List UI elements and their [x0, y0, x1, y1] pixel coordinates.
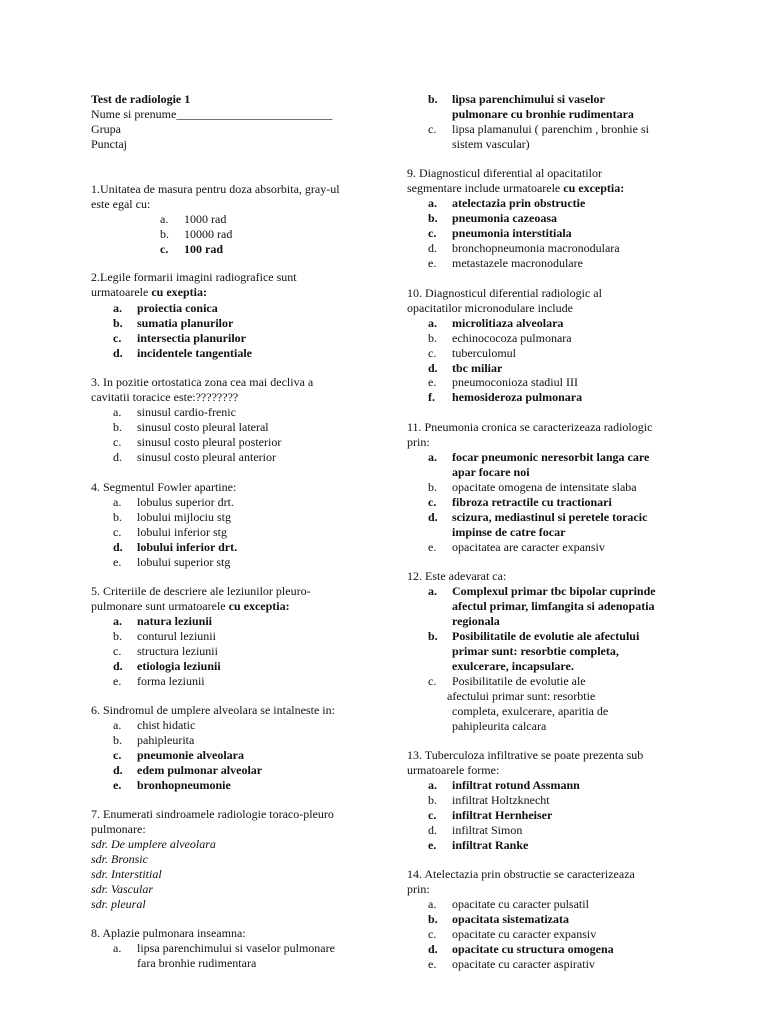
answer-option — [428, 211, 557, 226]
answer-option — [428, 226, 572, 241]
answer-option — [428, 375, 578, 390]
answer-option — [428, 957, 595, 972]
option-marker: b. — [113, 316, 123, 330]
line-text: 13. Tuberculoza infiltrative se poate prezenta sub — [407, 748, 644, 762]
line-text: opacitate cu caracter aspirativ — [452, 957, 595, 971]
option-marker: a. — [428, 778, 437, 792]
option-marker: a. — [113, 301, 122, 315]
option-marker: d. — [113, 763, 123, 777]
line-text: afectului primar sunt: resorbtie — [447, 689, 596, 703]
line-text: opacitate omogena de intensitate slaba — [452, 480, 637, 494]
answer-option — [113, 420, 269, 435]
option-marker: d. — [428, 241, 437, 255]
line-text: etiologia leziunii — [137, 659, 221, 673]
option-marker: d. — [428, 361, 438, 375]
option-marker: c. — [160, 242, 169, 256]
line-text: sdr. Bronsic — [91, 852, 148, 866]
text-line — [91, 897, 146, 912]
option-marker: e. — [428, 957, 437, 971]
line-text: tbc miliar — [452, 361, 503, 375]
option-marker: e. — [113, 555, 122, 569]
line-text: 3. In pozitie ortostatica zona cea mai decliva a — [91, 375, 314, 389]
option-marker: b. — [428, 211, 438, 225]
answer-option — [160, 212, 226, 227]
text-line — [452, 465, 530, 480]
text-line — [91, 926, 246, 941]
answer-option — [113, 763, 262, 778]
option-marker: b. — [428, 331, 437, 345]
line-text: Complexul primar tbc bipolar cuprinde — [452, 584, 656, 598]
answer-option — [428, 241, 620, 256]
answer-option — [428, 793, 550, 808]
text-line — [91, 837, 216, 852]
option-marker: e. — [113, 778, 122, 792]
answer-option — [428, 256, 583, 271]
line-text: 1.Unitatea de masura pentru doza absorbita, gray-ul — [91, 182, 340, 196]
option-marker: a. — [428, 316, 437, 330]
answer-option — [428, 495, 612, 510]
answer-option — [428, 942, 614, 957]
answer-option — [113, 510, 231, 525]
answer-option — [113, 659, 221, 674]
answer-option — [113, 346, 252, 361]
option-marker: c. — [428, 226, 437, 240]
line-text: sistem vascular) — [452, 137, 530, 151]
line-text: sdr. De umplere alveolara — [91, 837, 216, 851]
line-text: sinusul costo pleural anterior — [137, 450, 276, 464]
option-marker: c. — [113, 435, 122, 449]
text-line — [407, 882, 430, 897]
option-marker: e. — [113, 674, 122, 688]
option-marker: a. — [113, 495, 122, 509]
option-marker: e. — [428, 375, 437, 389]
emphasis-text: cu exceptia: — [228, 599, 290, 613]
text-line — [407, 166, 602, 181]
line-text: structura leziunii — [137, 644, 218, 658]
line-text: bronchopneumonia macronodulara — [452, 241, 620, 255]
option-marker: b. — [428, 480, 437, 494]
answer-option — [113, 540, 237, 555]
line-text: opacitate cu caracter pulsatil — [452, 897, 589, 911]
option-marker: b. — [428, 92, 438, 106]
line-text: forma leziunii — [137, 674, 205, 688]
text-line — [407, 301, 573, 316]
line-text: sinusul cardio-frenic — [137, 405, 236, 419]
option-marker: e. — [428, 838, 437, 852]
option-marker: c. — [428, 674, 437, 688]
line-text: opacitata sistematizata — [452, 912, 569, 926]
line-text: regionala — [452, 614, 500, 628]
text-line — [137, 956, 256, 971]
line-text: opacitatea are caracter expansiv — [452, 540, 605, 554]
option-marker: c. — [428, 495, 437, 509]
text-line — [452, 719, 546, 734]
text-line — [91, 807, 334, 822]
text-line — [91, 285, 207, 300]
text-line — [91, 375, 313, 390]
line-text: 10. Diagnosticul diferential radiologic al — [407, 286, 602, 300]
option-marker: f. — [428, 390, 435, 404]
answer-option — [428, 361, 502, 376]
option-marker: d. — [428, 823, 437, 837]
line-text: focar pneumonic neresorbit langa care — [452, 450, 650, 464]
option-marker: a. — [428, 897, 437, 911]
text-line — [452, 659, 574, 674]
text-line — [91, 480, 236, 495]
line-text: lobului inferior drt. — [137, 540, 238, 554]
line-text: 14. Atelectazia prin obstructie se caracterizeaza — [407, 867, 635, 881]
answer-option — [428, 480, 637, 495]
answer-option — [113, 733, 194, 748]
answer-option — [113, 748, 244, 763]
line-text: sinusul costo pleural posterior — [137, 435, 282, 449]
line-text: pulmonare: — [91, 822, 146, 836]
line-text: sumatia planurilor — [137, 316, 234, 330]
text-line — [91, 390, 238, 405]
line-text: lobului superior stg — [137, 555, 231, 569]
score-field-label: Punctaj — [91, 137, 127, 151]
answer-option — [113, 614, 212, 629]
line-text: afectul primar, limfangita si adenopatia — [452, 599, 655, 613]
answer-option — [113, 941, 335, 956]
line-text: este egal cu: — [91, 197, 151, 211]
answer-option — [428, 778, 580, 793]
answer-option — [113, 778, 231, 793]
line-text: 2.Legile formarii imagini radiografice sunt — [91, 270, 297, 284]
text-line — [407, 867, 635, 882]
answer-option — [160, 227, 232, 242]
answer-option — [428, 316, 563, 331]
text-line — [91, 882, 153, 897]
line-text: urmatoarele forme: — [407, 763, 500, 777]
answer-option — [428, 823, 522, 838]
answer-option — [428, 196, 585, 211]
line-text: 11. Pneumonia cronica se caracterizeaza radiologic — [407, 420, 653, 434]
line-text: infiltrat rotund Assmann — [452, 778, 580, 792]
line-text: metastazele macronodulare — [452, 256, 583, 270]
option-marker: c. — [113, 748, 122, 762]
emphasis-text: cu exceptia: — [563, 181, 625, 195]
option-marker: d. — [113, 346, 123, 360]
answer-option — [113, 435, 281, 450]
option-marker: e. — [428, 540, 437, 554]
answer-option — [428, 331, 572, 346]
option-marker: b. — [113, 420, 122, 434]
text-line — [91, 822, 146, 837]
line-text: sinusul costo pleural lateral — [137, 420, 269, 434]
line-text: microlitiaza alveolara — [452, 316, 564, 330]
line-text: lipsa parenchimului si vaselor pulmonare — [137, 941, 335, 955]
option-marker: d. — [428, 510, 438, 524]
line-text: lobului mijlociu stg — [137, 510, 232, 524]
group-field-label: Grupa — [91, 122, 121, 136]
answer-option — [113, 629, 216, 644]
option-marker: d. — [113, 659, 123, 673]
line-text: scizura, mediastinul si peretele toracic — [452, 510, 648, 524]
line-text: 6. Sindromul de umplere alveolara se intalneste in: — [91, 703, 335, 717]
text-line — [407, 569, 506, 584]
option-marker: c. — [428, 122, 437, 136]
option-marker: c. — [113, 644, 122, 658]
line-text: 9. Diagnosticul diferential al opacitatilor — [407, 166, 602, 180]
option-marker: b. — [113, 629, 122, 643]
option-marker: a. — [113, 941, 122, 955]
line-text: infiltrat Hernheiser — [452, 808, 553, 822]
line-text: 8. Aplazie pulmonara inseamna: — [91, 926, 246, 940]
answer-option — [113, 331, 246, 346]
option-marker: a. — [160, 212, 169, 226]
test-title: Test de radiologie 1 — [91, 92, 191, 106]
text-line — [91, 584, 311, 599]
option-marker: d. — [113, 540, 123, 554]
option-marker: a. — [113, 405, 122, 419]
line-text: 7. Enumerati sindroamele radiologie toraco-pleuro — [91, 807, 334, 821]
line-text: tuberculomul — [452, 346, 516, 360]
answer-option — [428, 92, 605, 107]
answer-option — [113, 405, 236, 420]
answer-option — [113, 301, 218, 316]
answer-option — [113, 316, 233, 331]
text-line — [91, 197, 150, 212]
line-text: pahipleurita calcara — [452, 719, 547, 733]
line-text: sdr. Vascular — [91, 882, 154, 896]
line-text: pneumonie alveolara — [137, 748, 244, 762]
answer-option — [428, 897, 589, 912]
option-marker: c. — [428, 927, 437, 941]
line-text: opacitatilor micronodulare include — [407, 301, 573, 315]
line-text: 12. Este adevarat ca: — [407, 569, 507, 583]
line-text: bronhopneumonie — [137, 778, 231, 792]
line-text: completa, exulcerare, aparitia de — [452, 704, 609, 718]
option-marker: b. — [428, 912, 438, 926]
answer-option — [113, 450, 276, 465]
line-text: infiltrat Holtzknecht — [452, 793, 550, 807]
line-text: conturul leziunii — [137, 629, 216, 643]
text-line — [407, 286, 602, 301]
text-line — [91, 270, 297, 285]
line-text: prin: — [407, 882, 430, 896]
line-text: incidentele tangentiale — [137, 346, 252, 360]
option-marker: b. — [160, 227, 169, 241]
line-text: segmentare include urmatoarele — [407, 181, 564, 195]
answer-option — [428, 540, 605, 555]
answer-option — [428, 450, 649, 465]
line-text: hemosideroza pulmonara — [452, 390, 583, 404]
line-text: 4. Segmentul Fowler apartine: — [91, 480, 237, 494]
line-text: fara bronhie rudimentara — [137, 956, 257, 970]
text-line — [452, 599, 655, 614]
answer-option — [113, 674, 205, 689]
line-text: lobulus superior drt. — [137, 495, 234, 509]
line-text: chist hidatic — [137, 718, 196, 732]
answer-option — [428, 629, 639, 644]
line-text: echinococoza pulmonara — [452, 331, 572, 345]
option-marker: d. — [428, 942, 438, 956]
line-text: infiltrat Ranke — [452, 838, 529, 852]
option-marker: a. — [428, 450, 437, 464]
text-line — [91, 852, 148, 867]
line-text: Posibilitatile de evolutie ale afectului — [452, 629, 640, 643]
line-text: infiltrat Simon — [452, 823, 523, 837]
text-line — [452, 525, 565, 540]
answer-option — [428, 838, 528, 853]
line-text: urmatoarele — [91, 285, 152, 299]
text-line — [91, 599, 290, 614]
option-marker: c. — [428, 346, 437, 360]
option-marker: a. — [113, 718, 122, 732]
option-marker: b. — [113, 510, 122, 524]
line-text: sdr. Interstitial — [91, 867, 162, 881]
line-text: lipsa plamanului ( parenchim , bronhie si — [452, 122, 649, 136]
line-text: prin: — [407, 435, 430, 449]
option-marker: b. — [428, 793, 437, 807]
line-text: proiectia conica — [137, 301, 218, 315]
text-line — [407, 181, 624, 196]
answer-option — [428, 122, 649, 137]
line-text: edem pulmonar alveolar — [137, 763, 263, 777]
line-text: exulcerare, incapsulare. — [452, 659, 574, 673]
answer-option — [428, 808, 552, 823]
line-text: apar focare noi — [452, 465, 530, 479]
option-marker: b. — [428, 629, 438, 643]
option-marker: c. — [428, 808, 437, 822]
option-marker: d. — [113, 450, 122, 464]
option-marker: c. — [113, 525, 122, 539]
line-text: pulmonare sunt urmatoarele — [91, 599, 229, 613]
option-marker: a. — [428, 196, 437, 210]
line-text: primar sunt: resorbtie completa, — [452, 644, 619, 658]
option-marker: b. — [113, 733, 122, 747]
answer-option — [113, 495, 234, 510]
line-text: sdr. pleural — [91, 897, 146, 911]
line-text: lobului inferior stg — [137, 525, 227, 539]
line-text: 1000 rad — [184, 212, 227, 226]
answer-option — [428, 390, 582, 405]
answer-option — [428, 912, 569, 927]
answer-option — [113, 718, 195, 733]
text-line — [407, 763, 499, 778]
answer-option — [428, 510, 647, 525]
emphasis-text: cu exeptia: — [151, 285, 207, 299]
line-text: natura leziunii — [137, 614, 213, 628]
answer-option — [428, 927, 596, 942]
text-line — [91, 182, 340, 197]
line-text: cavitatii toracice este:???????? — [91, 390, 239, 404]
answer-option — [113, 555, 230, 570]
line-text: opacitate cu caracter expansiv — [452, 927, 597, 941]
answer-option — [160, 242, 223, 257]
line-text: pahipleurita — [137, 733, 195, 747]
answer-option — [113, 644, 218, 659]
line-text: pneumonia cazeoasa — [452, 211, 557, 225]
line-text: 100 rad — [184, 242, 223, 256]
line-text: impinse de catre focar — [452, 525, 566, 539]
answer-option — [428, 346, 516, 361]
text-line — [407, 420, 652, 435]
option-marker: e. — [428, 256, 437, 270]
line-text: atelectazia prin obstructie — [452, 196, 586, 210]
text-line — [407, 748, 643, 763]
text-line — [91, 703, 335, 718]
line-text: 10000 rad — [184, 227, 233, 241]
text-line — [452, 614, 500, 629]
line-text: pneumonia interstitiala — [452, 226, 572, 240]
line-text: intersectia planurilor — [137, 331, 246, 345]
text-line — [447, 689, 595, 704]
text-line — [407, 435, 430, 450]
text-line — [452, 137, 530, 152]
option-marker: c. — [113, 331, 122, 345]
name-field-label: Nume si prenume__________________________ — [91, 107, 333, 121]
text-line — [452, 107, 634, 122]
line-text: lipsa parenchimului si vaselor — [452, 92, 605, 106]
line-text: 5. Criteriile de descriere ale leziunilor pleuro- — [91, 584, 311, 598]
option-marker: a. — [113, 614, 122, 628]
line-text: fibroza retractile cu tractionari — [452, 495, 612, 509]
text-line — [91, 867, 162, 882]
answer-option — [428, 674, 586, 689]
text-line — [452, 704, 608, 719]
line-text: pneumoconioza stadiul III — [452, 375, 578, 389]
answer-option — [113, 525, 227, 540]
line-text: Posibilitatile de evolutie ale — [452, 674, 586, 688]
option-marker: a. — [428, 584, 437, 598]
answer-option — [428, 584, 656, 599]
line-text: pulmonare cu bronhie rudimentara — [452, 107, 634, 121]
line-text: opacitate cu structura omogena — [452, 942, 614, 956]
text-line — [452, 644, 619, 659]
